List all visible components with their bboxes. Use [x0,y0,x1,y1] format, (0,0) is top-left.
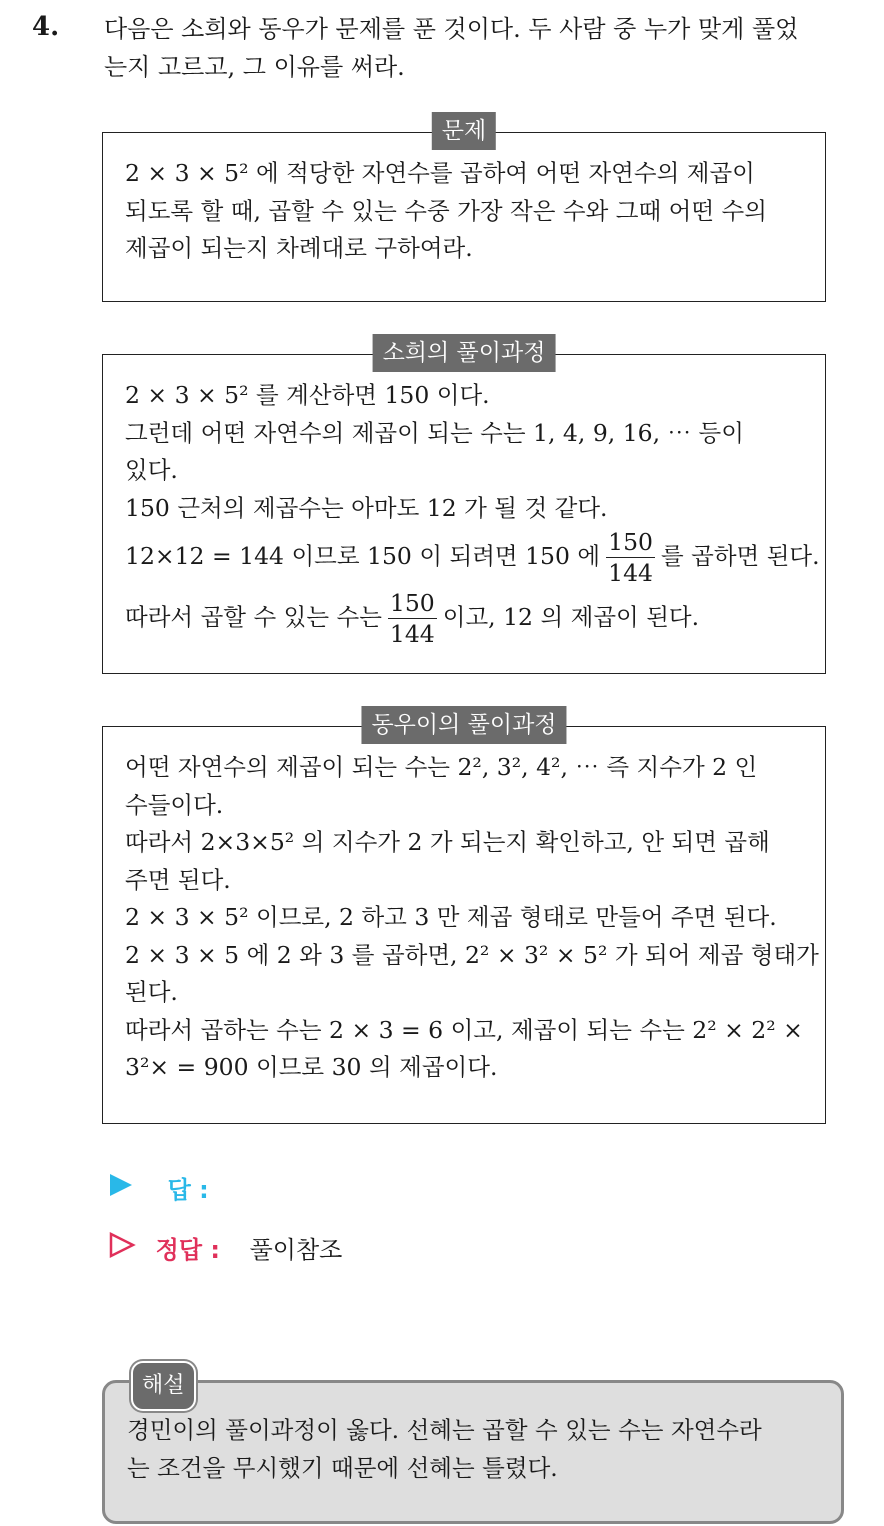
correct-answer-value: 풀이참조 [249,1236,343,1264]
dongwoo-box-label: 동우이의 풀이과정 [361,706,566,744]
answer-row [108,1170,231,1205]
filled-triangle-icon [108,1172,134,1204]
problem-line-3: 제곱이 되는지 차례대로 구하여라. [125,234,473,262]
dongwoo-line-2: 수들이다. [125,790,224,819]
sohee-line-5-before: 12×12 = 144 이므로 150 이 되려면 150 에 [125,542,601,570]
explanation-line-2: 는 조건을 무시했기 때문에 선혜는 틀렸다. [127,1454,558,1482]
sohee-line-4: 150 근처의 제곱수는 아마도 12 가 될 것 같다. [125,493,608,522]
sohee-line-5 [125,527,820,588]
fraction-denominator: 144 [389,620,435,648]
dongwoo-solution-box [102,712,826,1124]
problem-line-1: 2 × 3 × 5² 에 적당한 자연수를 곱하여 어떤 자연수의 제곱이 [125,159,755,187]
sohee-line-1: 2 × 3 × 5² 를 계산하면 150 이다. [125,381,490,409]
sohee-line-6-after: 이고, 12 의 제곱이 된다. [442,603,700,631]
sohee-line-5-after: 를 곱하면 된다. [660,542,820,570]
problem-box-label: 문제 [432,112,496,150]
dongwoo-line-7: 된다. [125,978,178,1006]
dongwoo-line-4: 주면 된다. [125,865,231,894]
problem-box [102,118,826,302]
explanation-tag: 해설 [131,1361,196,1411]
answer-label: 답 : [167,1176,209,1204]
dongwoo-line-6: 2 × 3 × 5 에 2 와 3 를 곱하면, 2² × 3² × 5² 가 되어 제곱 형태가 [125,940,819,969]
explanation-box [102,1373,844,1524]
question-line-2: 는지 고르고, 그 이유를 써라. [104,53,405,81]
explanation-line-1: 경민이의 풀이과정이 옳다. 선혜는 곱할 수 있는 수는 자연수라 [127,1416,762,1444]
outline-triangle-icon [108,1231,136,1265]
sohee-line-6-before: 따라서 곱할 수 있는 수는 [125,603,382,631]
fraction [388,588,437,649]
dongwoo-line-9: 3²× = 900 이므로 30 의 제곱이다. [125,1053,498,1081]
dongwoo-line-8: 따라서 곱하는 수는 2 × 3 = 6 이고, 제곱이 되는 수는 2² × 2² × [125,1015,803,1044]
sohee-line-2: 그런데 어떤 자연수의 제곱이 되는 수는 1, 4, 9, 16, ⋯ 등이 [125,418,744,447]
sohee-line-6 [125,588,805,649]
sohee-box-label: 소희의 풀이과정 [373,334,556,372]
sohee-line-3: 있다. [125,456,178,484]
dongwoo-line-5: 2 × 3 × 5² 이므로, 2 하고 3 만 제곱 형태로 만들어 주면 된다. [125,903,777,931]
problem-line-2: 되도록 할 때, 곱할 수 있는 수중 가장 작은 수와 그때 어떤 수의 [125,196,767,225]
question-text [104,10,864,86]
fraction-denominator: 144 [608,559,653,587]
correct-answer-row [108,1230,342,1265]
fraction [606,527,655,588]
sohee-solution-box [102,340,826,674]
correct-answer-label: 정답 : [155,1236,220,1264]
fraction-numerator: 150 [608,528,653,556]
fraction-numerator: 150 [389,589,435,617]
question-number: 4. [32,12,60,42]
dongwoo-line-3: 따라서 2×3×5² 의 지수가 2 가 되는지 확인하고, 안 되면 곱해 [125,828,770,856]
question-line-1: 다음은 소희와 동우가 문제를 푼 것이다. 두 사람 중 누가 맞게 풀었 [104,15,799,43]
dongwoo-line-1: 어떤 자연수의 제곱이 되는 수는 2², 3², 4², ⋯ 즉 지수가 2 인 [125,753,758,781]
